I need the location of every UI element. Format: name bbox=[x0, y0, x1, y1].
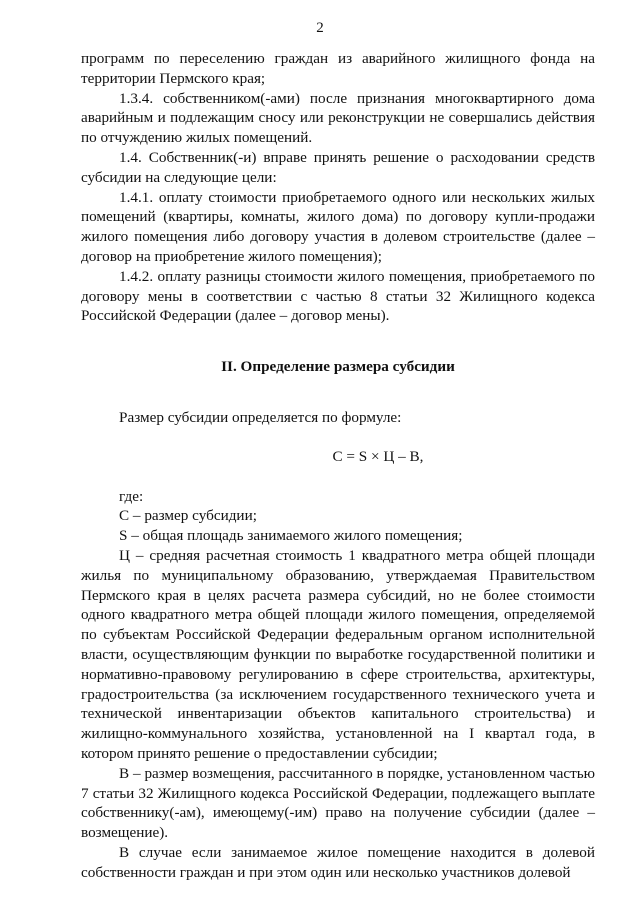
paragraph-1-3-4: 1.3.4. собственником(-ами) после признания многоквартирного дома аварийным и подлежащим сносу или реконструкции не совершались действия по отчуждению жилых помещений. bbox=[81, 89, 595, 147]
paragraph-continuation: программ по переселению граждан из аварийного жилищного фонда на территории Пермского края; bbox=[81, 50, 595, 87]
definition-ts: Ц – средняя расчетная стоимость 1 квадратного метра общей площади жилья по муниципальному образованию, утверждаемая Правительством Пермского края в целях расчета размера субсидий, но не более стоимости одного квадратного метра общей площади жилого помещения, определяемой по субъектам Российской Федерации федеральным органом исполнительной власти, осуществляющим функции по выработке государственной политики и нормативно-правовому регулированию в сфере строительства, архитектуры, градостроительства (за исключением государственного технического учета и технической инвентаризации объектов капитального строительства) и жилищно-коммунального хозяйства, установленной на I квартал года, в котором принято решение о предоставлении субсидии; bbox=[81, 546, 595, 762]
section-heading: II. Определение размера субсидии bbox=[221, 358, 455, 376]
paragraph-1-4: 1.4. Собственник(-и) вправе принять решение о расходовании средств субсидии на следующие цели: bbox=[81, 148, 595, 186]
formula-intro: Размер субсидии определяется по формуле: bbox=[119, 408, 402, 426]
paragraph-1-4-2: 1.4.2. оплату разницы стоимости жилого помещения, приобретаемого по договору мены в соответствии с частью 8 статьи 32 Жилищного кодекса Российской Федерации (далее – договор мены). bbox=[81, 267, 595, 325]
definition-c: C – размер субсидии; bbox=[119, 507, 257, 525]
document-body bbox=[81, 49, 595, 882]
definitions-where: где: bbox=[119, 487, 144, 505]
page-number: 2 bbox=[316, 20, 324, 36]
paragraph-1-4-1: 1.4.1. оплату стоимости приобретаемого одного или нескольких жилых помещений (квартиры, комнаты, жилого дома) по договору купли-продажи жилого помещения либо договору участия в долевом строительстве (далее – договор на приобретение жилого помещения); bbox=[81, 188, 595, 265]
definition-b: B – размер возмещения, рассчитанного в порядке, установленном частью 7 статьи 32 Жилищного кодекса Российской Федерации, подлежащего выплате собственнику(-ам), имеющему(-им) право на получение субсидии (далее – возмещение). bbox=[81, 764, 595, 842]
definition-s: S – общая площадь занимаемого жилого помещения; bbox=[119, 527, 463, 545]
formula: C = S × Ц – B, bbox=[332, 447, 424, 465]
paragraph-shared-ownership: В случае если занимаемое жилое помещение находится в долевой собственности граждан и при этом один или несколько участников долевой bbox=[81, 843, 595, 881]
